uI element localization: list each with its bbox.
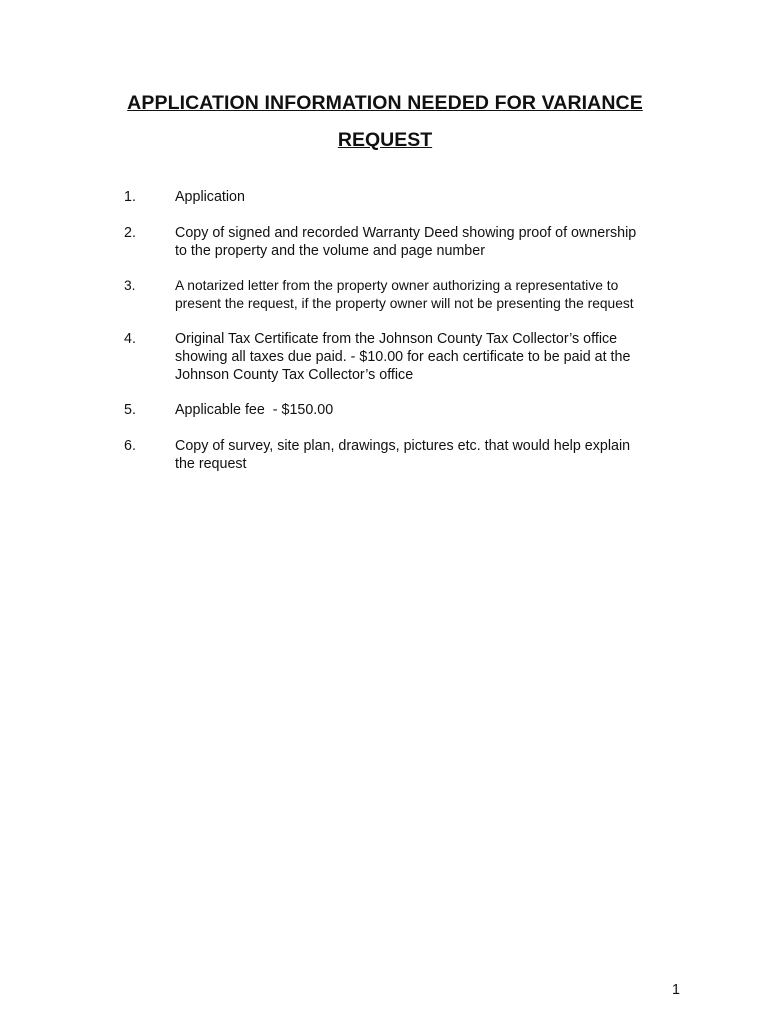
list-item-line: A notarized letter from the property owner authorizing a representative to [175, 278, 619, 293]
page-number: 1 [672, 982, 680, 998]
list-item-number: 4. [124, 331, 136, 347]
document-title-line-1: APPLICATION INFORMATION NEEDED FOR VARIANCE [127, 92, 643, 114]
list-item-text [175, 188, 675, 206]
list-item-line: showing all taxes due paid. - $10.00 for each certificate to be paid at the [175, 349, 631, 365]
list-item-line: the request [175, 456, 247, 472]
list-item-text [175, 224, 675, 260]
list-item-line: Copy of signed and recorded Warranty Deed showing proof of ownership [175, 225, 637, 241]
list-item-number: 1. [124, 189, 136, 205]
list-item-text [175, 437, 675, 473]
list-item-number: 6. [124, 438, 136, 454]
list-item-line: Applicable fee - $150.00 [175, 402, 334, 418]
list-item-line: Original Tax Certificate from the Johnson County Tax Collector’s office [175, 331, 618, 347]
document-title-line-2: REQUEST [337, 129, 433, 151]
list-item-text [175, 330, 675, 384]
list-item-number: 3. [124, 278, 136, 293]
list-item-line: present the request, if the property owner will not be presenting the request [175, 296, 634, 311]
list-item-text [175, 401, 675, 419]
list-item-line: Application [175, 189, 245, 205]
list-item-text [175, 277, 675, 313]
list-item-line: to the property and the volume and page number [175, 243, 485, 259]
list-item-line: Johnson County Tax Collector’s office [175, 367, 414, 383]
list-item-number: 5. [124, 402, 136, 418]
list-item-line: Copy of survey, site plan, drawings, pictures etc. that would help explain [175, 438, 631, 454]
list-item-number: 2. [124, 225, 136, 241]
